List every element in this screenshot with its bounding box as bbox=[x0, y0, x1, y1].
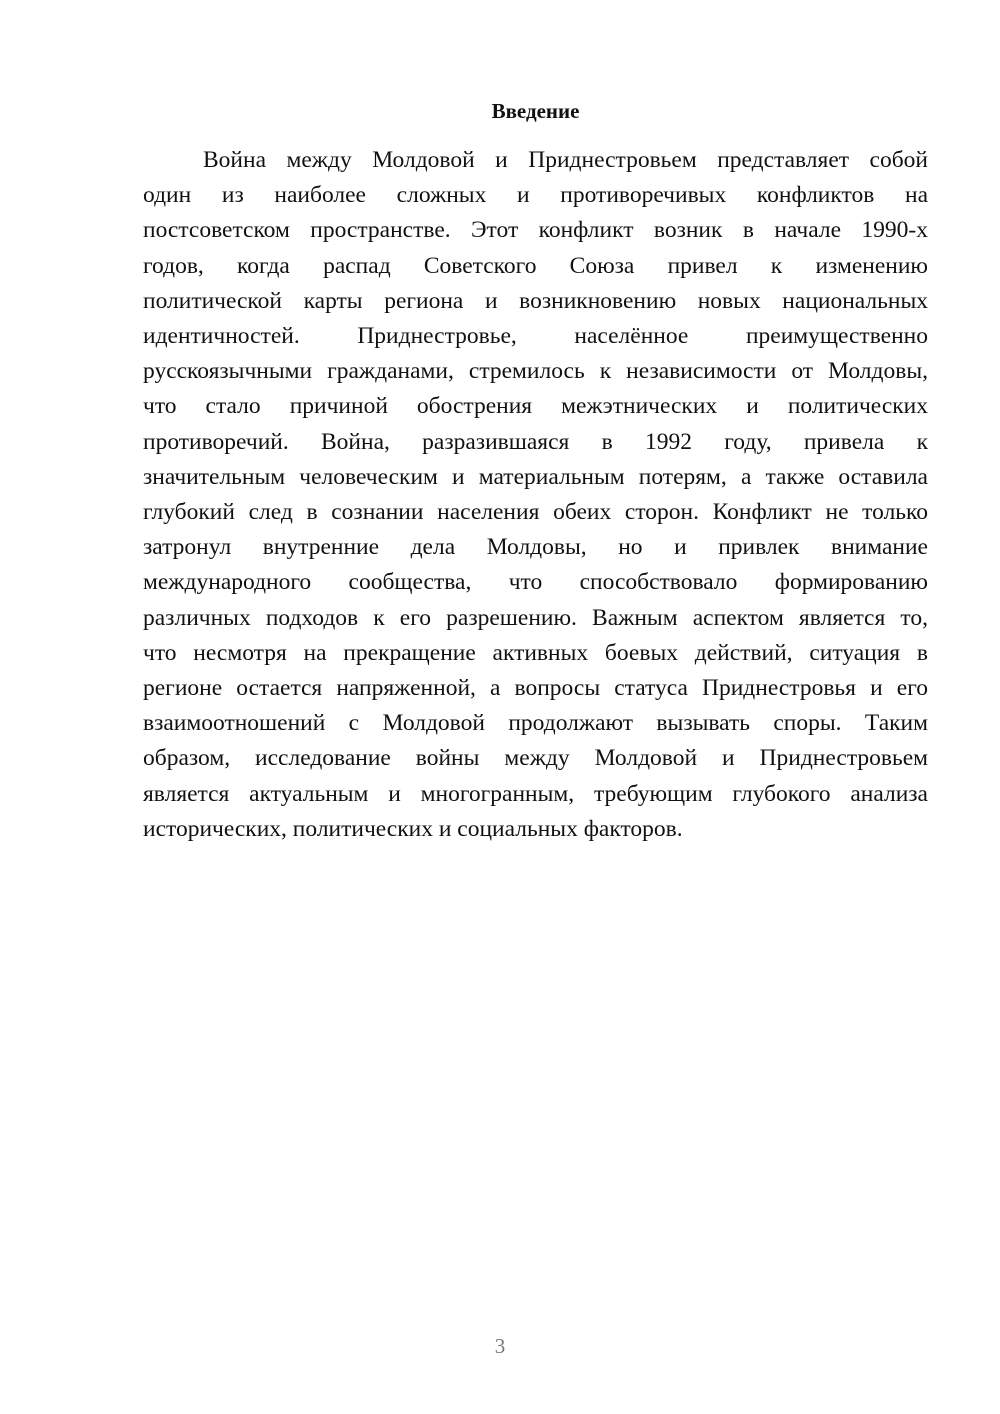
section-heading: Введение bbox=[491, 99, 580, 123]
paragraph-line: исторических, политических и социальных факторов. bbox=[143, 815, 683, 842]
paragraph-line: что несмотря на прекращение активных боевых действий, ситуация в bbox=[143, 639, 928, 666]
paragraph-line: что стало причиной обострения межэтнических и политических bbox=[143, 393, 928, 420]
paragraph-line: годов, когда распад Советского Союза привел к изменению bbox=[143, 252, 928, 279]
paragraph-line: различных подходов к его разрешению. Важным аспектом является то, bbox=[143, 604, 928, 631]
page-number: 3 bbox=[494, 1334, 506, 1358]
paragraph-line: идентичностей. Приднестровье, населённое преимущественно bbox=[143, 323, 928, 350]
paragraph-line: является актуальным и многогранным, требующим глубокого анализа bbox=[143, 780, 928, 807]
paragraph-line: международного сообщества, что способствовало формированию bbox=[143, 569, 928, 596]
paragraph-line: затронул внутренние дела Молдовы, но и привлек внимание bbox=[143, 534, 928, 561]
paragraph-line: взаимоотношений с Молдовой продолжают вызывать споры. Таким bbox=[143, 710, 928, 737]
paragraph-line: русскоязычными гражданами, стремилось к независимости от Молдовы, bbox=[143, 358, 928, 385]
paragraph-line: глубокий след в сознании населения обеих сторон. Конфликт не только bbox=[143, 499, 928, 526]
paragraph-line: один из наиболее сложных и противоречивых конфликтов на bbox=[143, 182, 928, 209]
body-paragraph bbox=[143, 143, 928, 847]
paragraph-line: регионе остается напряженной, а вопросы статуса Приднестровья и его bbox=[143, 675, 928, 702]
paragraph-line: политической карты региона и возникновению новых национальных bbox=[143, 287, 928, 314]
paragraph-line: Война между Молдовой и Приднестровьем представляет собой bbox=[203, 147, 928, 173]
paragraph-line: противоречий. Война, разразившаяся в 1992 году, привела к bbox=[143, 428, 928, 455]
paragraph-line: значительным человеческим и материальным потерям, а также оставила bbox=[143, 463, 928, 490]
paragraph-line: постсоветском пространстве. Этот конфликт возник в начале 1990-х bbox=[143, 217, 928, 244]
paragraph-line: образом, исследование войны между Молдовой и Приднестровьем bbox=[143, 745, 928, 772]
